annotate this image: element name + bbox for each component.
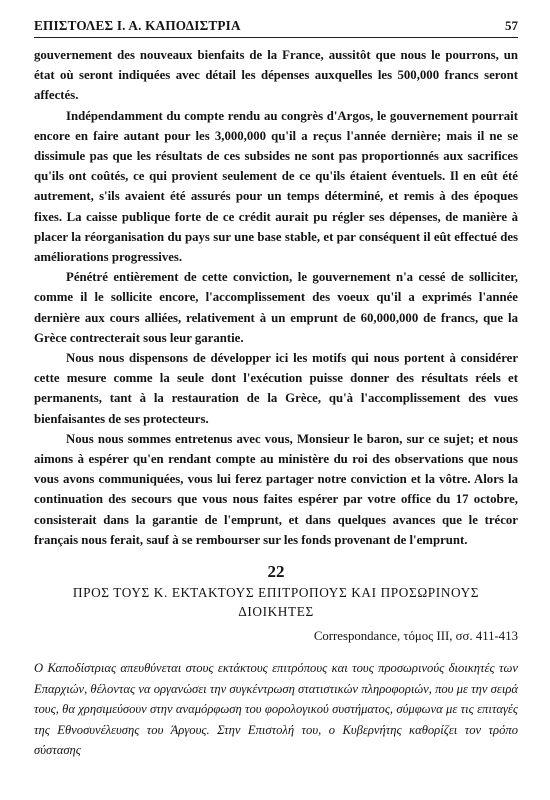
running-title: ΕΠΙΣΤΟΛΕΣ Ι. Α. ΚΑΠΟΔΙΣΤΡΙΑ	[34, 18, 241, 33]
document-number: 22	[267, 562, 285, 581]
document-title-line: ΠΡΟΣ ΤΟΥΣ Κ. ΕΚΤΑΚΤΟΥΣ ΕΠΙΤΡΟΠΟΥΣ ΚΑΙ ΠΡΟΣΩΡΙΝΟΥΣ	[72, 585, 480, 600]
header-rule	[34, 37, 518, 38]
body-paragraph: Indépendamment du compte rendu au congrès d'Argos, le gouvernement pourrait encore en faire autant pour les 3,000,000 qu'il a reçus l'année dernière; mais il ne se dissimule pas que les résultats de ces subsides ne sont pas proportionnés aux sacrifices qu'ils ont coûtés, ce qui provient seulement de ce qu'ils étaient éventuels. Il en eût été autrement, s'ils avaient été assurés pour un temps déterminé, et remis à des époques fixes. La caisse publique forte de ce crédit aurait pu régler ses dépenses, de manière à placer la réorganisation du pays sur une base stable, et par conséquent il eût effectué des améliorations progressives.	[34, 108, 518, 265]
letter-body	[34, 45, 518, 550]
document-title	[34, 583, 518, 621]
body-paragraph: Nous nous sommes entretenus avec vous, Monsieur le baron, sur ce sujet; et nous aimons à espérer qu'en rendant compte au ministère du roi des observations que nous vous avons communiquées, vous lui ferez partager notre conviction et la vôtre. Alors la continuation des secours que vous nous faites espérer par votre office du 17 octobre, consisterait dans la garantie de l'emprunt, et dans quelques avances que le trécor français nous ferait, sauf à se rembourser sur les fonds provenant de l'emprunt.	[34, 431, 518, 547]
body-paragraph: Pénétré entièrement de cette conviction, le gouvernement n'a cessé de solliciter, comme il le sollicite encore, l'accomplissement des voeux qu'il a exprimés l'année dernière aux cours alliées, relativement à un emprunt de 60,000,000 de francs, que la Grèce contrecterait sous leur garantie.	[34, 270, 518, 345]
page-number: 57	[505, 18, 518, 33]
document-title-line: ΔΙΟΙΚΗΤΕΣ	[238, 604, 314, 619]
page-header	[34, 18, 518, 34]
document-summary	[34, 658, 518, 761]
source-reference: Correspondance, τόμος III, σσ. 411-413	[313, 629, 518, 643]
body-paragraph: Nous nous dispensons de développer ici les motifs qui nous portent à considérer cette mesure comme la seule dont l'exécution puisse donner des résultats réels et permanents, tant à la restauration de la Grèce, qu'à l'accomplissement des vues bienfaisantes de ses protecteurs.	[34, 351, 518, 426]
summary-paragraph: Ο Καποδίστριας απευθύνεται στους εκτάκτους επιτρόπους και τους προσωρινούς διοικητές των Επαρχιών, θέλοντας να οργανώσει την συγκέντρωση στατιστικών πληροφοριών, που με την σειρά τους, θα χρησιμεύσουν στην αναμόρφωση του φορολογικού συστήματος, σύμφωνα με τις επιταγές της Εθνοσυνέλευσης του Άργους. Στην Επιστολή του, ο Κυβερνήτης καθορίζει τον τρόπο σύστασης	[34, 661, 518, 757]
body-paragraph: gouvernement des nouveaux bienfaits de la France, aussitôt que nous le pourrons, un état où seront indiquées avec détail les dépenses auxquelles les 500,000 francs seront affectés.	[34, 48, 518, 103]
